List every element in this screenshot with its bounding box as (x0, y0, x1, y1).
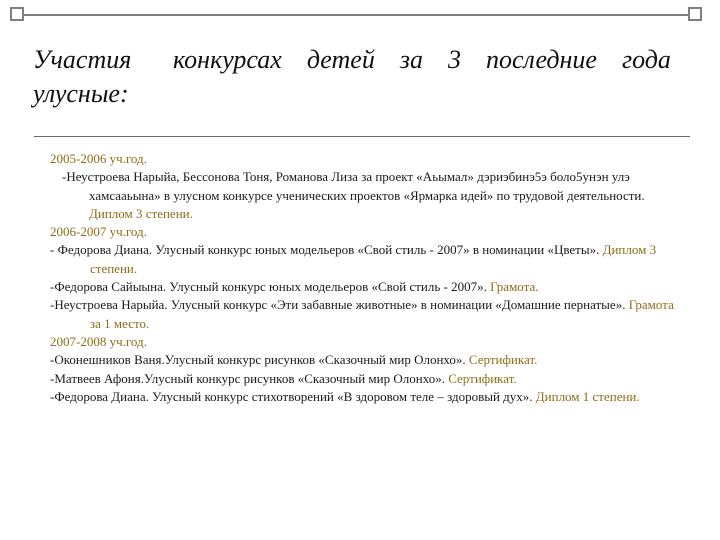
contest-entry-text: -Неустроева Нарыйа, Бессонова Тоня, Романова Лиза за проект «Аьымал» дэриэбинэ5э боло5унэн улэ хамсааьына» в улусном конкурсе ученических проектов «Ярмарка идей» по трудовой деятельности. (62, 169, 645, 203)
school-year-label: 2005-2006 уч.год. (50, 151, 147, 166)
title-rest: конкурсах детей за 3 последние года (173, 45, 671, 74)
award-label: Диплом 1 степени. (535, 388, 640, 404)
school-year-label: 2006-2007 уч.год. (50, 224, 147, 240)
school-year-heading (50, 223, 680, 241)
award-label: Грамота. (490, 279, 539, 295)
corner-square-right (688, 7, 702, 21)
school-year-heading (50, 150, 680, 168)
contest-entry-text: -Оконешников Ваня.Улусный конкурс рисунков «Сказочный мир Олонхо». (50, 352, 466, 368)
contest-entry-text: -Федорова Диана. Улусный конкурс стихотворений «В здоровом теле – здоровый дух». (50, 388, 533, 404)
award-label: Диплом 3 степени. (90, 242, 657, 276)
contest-entry (50, 168, 680, 223)
title-line-2: улусные: (33, 79, 129, 108)
contest-entry-text: -Неустроева Нарыйа. Улусный конкурс «Эти забавные животные» в номинации «Домашние пернатые». (50, 297, 626, 313)
title-divider (34, 136, 690, 137)
award-label: Грамота за 1 место. (90, 297, 674, 331)
contest-entry-text: -Федорова Сайыына. Улусный конкурс юных модельеров «Свой стиль - 2007». (50, 279, 487, 295)
school-year-heading (50, 333, 680, 351)
contest-list (50, 150, 680, 406)
contest-entry-text: - Федорова Диана. Улусный конкурс юных модельеров «Свой стиль - 2007» в номинации «Цветы». (50, 242, 600, 258)
contest-entry (50, 296, 680, 333)
header-rule (22, 14, 698, 16)
contest-entry (50, 241, 680, 278)
award-label: Сертификат. (448, 370, 517, 386)
award-label: Диплом 3 степени. (89, 205, 193, 221)
contest-entry (50, 388, 680, 406)
contest-entry (50, 370, 680, 388)
contest-entry (50, 278, 680, 296)
title-word-1: Участия (33, 45, 132, 74)
corner-square-left (10, 7, 24, 21)
school-year-label: 2007-2008 уч.год. (50, 333, 147, 349)
award-label: Сертификат. (468, 352, 538, 368)
contest-entry (50, 351, 680, 369)
slide-header-band (0, 0, 720, 34)
contest-entry-text: -Матвеев Афоня.Улусный конкурс рисунков «Сказочный мир Олонхо». (50, 370, 445, 386)
